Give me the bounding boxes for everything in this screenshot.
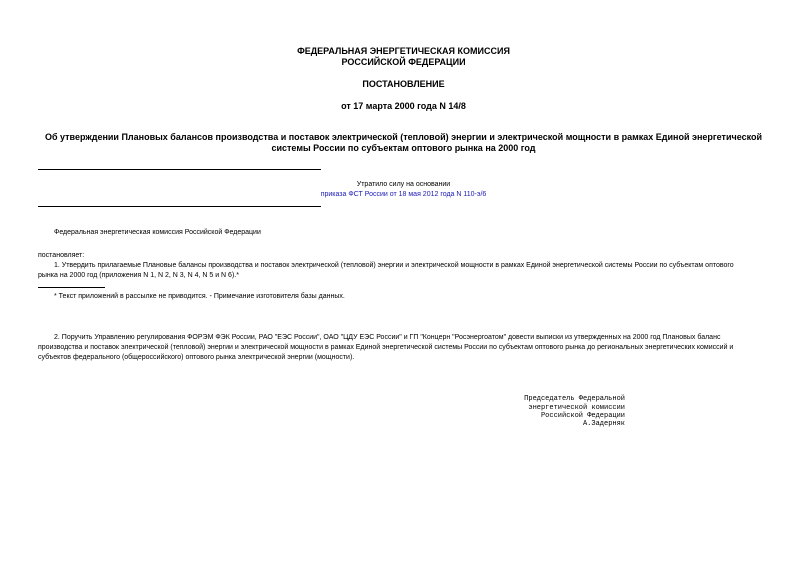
divider-top — [38, 169, 321, 170]
signature-line1: Председатель Федеральной — [524, 395, 625, 403]
repeal-order-link[interactable]: приказа ФСТ России от 18 мая 2012 года N 110-э/6 — [320, 191, 487, 198]
resolves-text: постановляет: — [38, 252, 85, 259]
signature-line3: Российской Федерации — [540, 412, 625, 420]
status-note: Утратило силу на основании — [356, 181, 451, 188]
item2-line2: производства и поставок электрической (тепловой) энергии и электрической мощности в рамках Единой энергетической системы России по субъектам оптового рынка до региональных энергетических комиссий и — [38, 344, 734, 351]
document-type: ПОСТАНОВЛЕНИЕ — [362, 79, 445, 89]
signature-name: А.Задерняк — [582, 420, 625, 428]
org-name-line2: РОССИЙСКОЙ ФЕДЕРАЦИИ — [341, 57, 466, 67]
status-link-container — [0, 190, 807, 200]
footnote-divider — [38, 287, 105, 288]
divider-bottom — [38, 206, 321, 207]
item1-line2: рынка на 2000 год (приложения N 1, N 2, N 3, N 4, N 5 и N 6).* — [38, 272, 239, 279]
document-title-line1: Об утверждении Плановых балансов производства и поставок электрической (тепловой) энергии и электрической мощности в рамках Единой энергетической — [44, 132, 763, 142]
item1-line1: 1. Утвердить прилагаемые Плановые балансы производства и поставок электрической (тепловой) энергии и электрической мощности в рамках Единой энергетической системы России по субъектам оптового — [54, 262, 734, 269]
document-title-line2: системы России по субъектам оптового рынка на 2000 год — [271, 143, 536, 153]
item2-line1: 2. Поручить Управлению регулирования ФОРЭМ ФЭК России, РАО "ЕЭС России", ОАО "ЦДУ ЕЭС России" и ГП "Концерн "Росэнергоатом" довести выписки из утвержденных на 2000 год Плановых баланс — [54, 334, 721, 341]
document-date: от 17 марта 2000 года N 14/8 — [341, 101, 466, 111]
footnote: * Текст приложений в рассылке не приводится. - Примечание изготовителя базы данных. — [54, 293, 345, 300]
intro-text: Федеральная энергетическая комиссия Российской Федерации — [54, 229, 261, 236]
signature-line2: энергетической комиссии — [528, 404, 625, 412]
org-name-line1: ФЕДЕРАЛЬНАЯ ЭНЕРГЕТИЧЕСКАЯ КОМИССИЯ — [297, 46, 510, 56]
item2-line3: субъектов федерального (общероссийского) оптового рынка электрической энергии (мощности). — [38, 354, 355, 361]
